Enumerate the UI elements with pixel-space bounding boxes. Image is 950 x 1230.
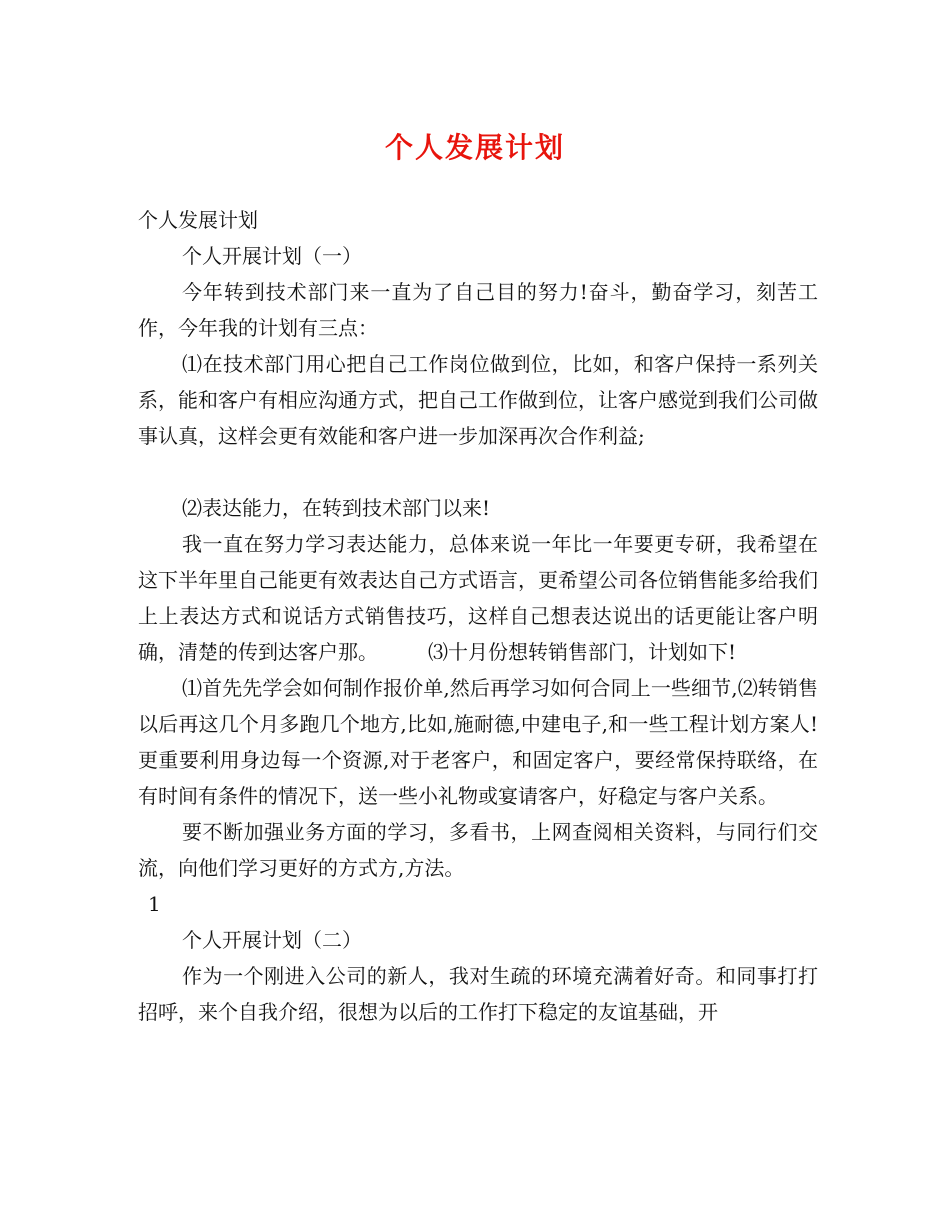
section-heading: 个人发展计划 [138,208,258,232]
paragraph-sales-plan: ⑴首先先学会如何制作报价单,然后再学习如何合同上一些细节,⑵转销售以后再这几个月多跑几个地方,比如,施耐德,中建电子,和一些工程计划方案人!更重要利用身边每一个资源,对于老客户，和固定客户，要经常保持联络，在有时间有条件的情况下，送一些小礼物或宴请客户，好稳定与客户关系。 [138,676,818,808]
paragraph-point-2: ⑵表达能力，在转到技术部门以来! [182,496,491,520]
paragraph-newcomer: 作为一个刚进入公司的新人，我对生疏的环境充满着好奇。和同事打打招呼，来个自我介绍，很想为以后的工作打下稳定的友谊基础，开 [138,964,818,1024]
subsection-heading-2: 个人开展计划（二） [182,928,362,952]
page-number: 1 [148,892,161,916]
subsection-heading-1: 个人开展计划（一） [182,244,362,268]
paragraph-point-1: ⑴在技术部门用心把自己工作岗位做到位，比如，和客户保持一系列关系，能和客户有相应沟通方式，把自己工作做到位，让客户感觉到我们公司做事认真，这样会更有效能和客户进一步加深再次合作利益; [138,352,818,448]
paragraph-learning: 要不断加强业务方面的学习，多看书，上网查阅相关资料，与同行们交流，向他们学习更好的方式方,方法。 [138,820,818,880]
paragraph-intro: 今年转到技术部门来一直为了自己目的努力!奋斗，勤奋学习，刻苦工作，今年我的计划有三点： [138,280,818,340]
paragraph-expression: 我一直在努力学习表达能力，总体来说一年比一年要更专研，我希望在这下半年里自己能更有效表达自己方式语言，更希望公司各位销售能多给我们上上表达方式和说话方式销售技巧，这样自己想表达说出的话更能让客户明确，清楚的传到达客户那。 ⑶十月份想转销售部门，计划如下! [138,532,818,664]
document-body [138,202,818,1030]
document-title: 个人发展计划 [384,131,565,164]
